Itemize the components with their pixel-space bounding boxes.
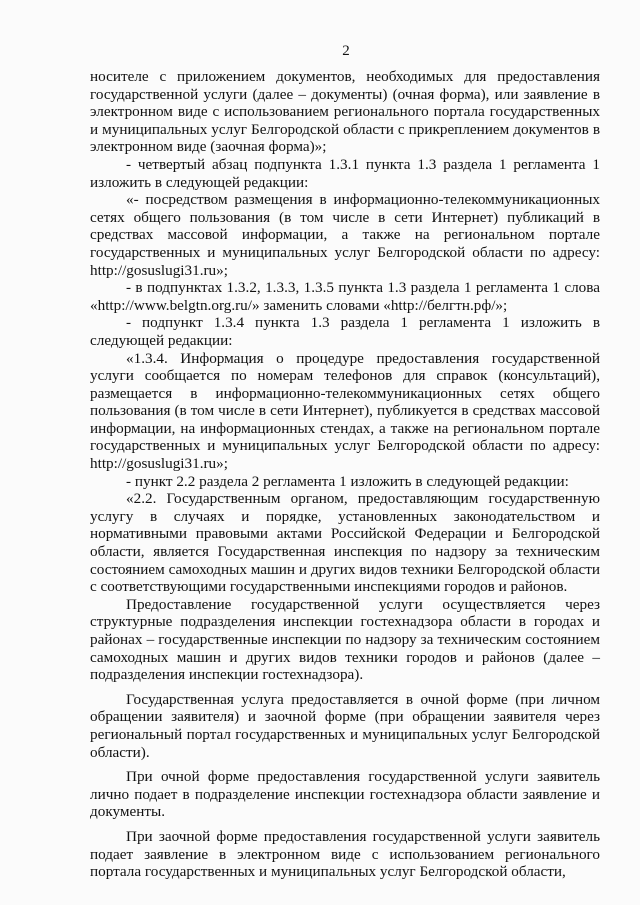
- paragraph-quote-2-2: «2.2. Государственным органом, предоставляющим государственную услугу в случаях и порядке, установленных законодательством и нормативными правовыми актами Российской Федерации и Белгородской области, является Государственная инспекция по надзору за техническим состоянием самоходных машин и других видов техники Белгородской области с соответствующими государственными инспекциями городов и районов.: [90, 490, 600, 596]
- paragraph-quote-1-3-4: «1.3.4. Информация о процедуре предоставления государственной услуги сообщается по номерам телефонов для справок (консультаций), размещается в информационно-телекоммуникационных сетях общего пользования (в том числе в сети Интернет), публикуется в средствах массовой информации, на информационных стендах, а также на региональном портале государственных и муниципальных услуг Белгородской области по адресу: http://gosuslugi31.ru»;: [90, 349, 600, 473]
- paragraph-amendment-1-3-4: - подпункт 1.3.4 пункта 1.3 раздела 1 регламента 1 изложить в следующей редакции:: [90, 314, 600, 349]
- paragraph-amendment-urls: - в подпунктах 1.3.2, 1.3.3, 1.3.5 пункта 1.3 раздела 1 регламента 1 слова «http://www.belgtn.org.ru/» заменить словами «http://белгтн.рф/»;: [90, 279, 600, 314]
- page-number: 2: [342, 43, 350, 59]
- paragraph-remote-form: При заочной форме предоставления государственной услуги заявитель подает заявление в электронном виде с использованием регионального портала государственных и муниципальных услуг Белгородской области,: [90, 827, 600, 881]
- paragraph-quote-publication: «- посредством размещения в информационно-телекоммуникационных сетях общего пользования (в том числе в сети Интернет) публикаций в средствах массовой информации, а также на региональном портале государственных и муниципальных услуг Белгородской области по адресу: http://gosuslugi31.ru»;: [90, 191, 600, 279]
- paragraph-amendment-1-3-1: - четвертый абзац подпункта 1.3.1 пункта 1.3 раздела 1 регламента 1 изложить в следующей редакции:: [90, 155, 600, 191]
- paragraph-service-forms: Государственная услуга предоставляется в очной форме (при личном обращении заявителя) и заочной форме (при обращении заявителя через региональный портал государственных и муниципальных услуг Белгородской области).: [90, 690, 600, 761]
- paragraph-amendment-2-2: - пункт 2.2 раздела 2 регламента 1 изложить в следующей редакции:: [126, 472, 569, 490]
- paragraph-in-person-form: При очной форме предоставления государственной услуги заявитель лично подает в подразделение инспекции гостехнадзора области заявление и документы.: [90, 768, 600, 821]
- paragraph-continuation: носителе с приложением документов, необходимых для предоставления государственной услуги (далее – документы) (очная форма), или заявление в электронном виде с использованием регионального портала государственных и муниципальных услуг Белгородской области с прикреплением документов в электронном виде (заочная форма)»;: [90, 68, 600, 156]
- paragraph-provision-structure: Предоставление государственной услуги осуществляется через структурные подразделения инспекции гостехнадзора области в городах и районах – государственные инспекции по надзору за техническим состоянием самоходных машин и других видов техники городов и районов (далее – подразделения инспекции гостехнадзора).: [90, 595, 600, 684]
